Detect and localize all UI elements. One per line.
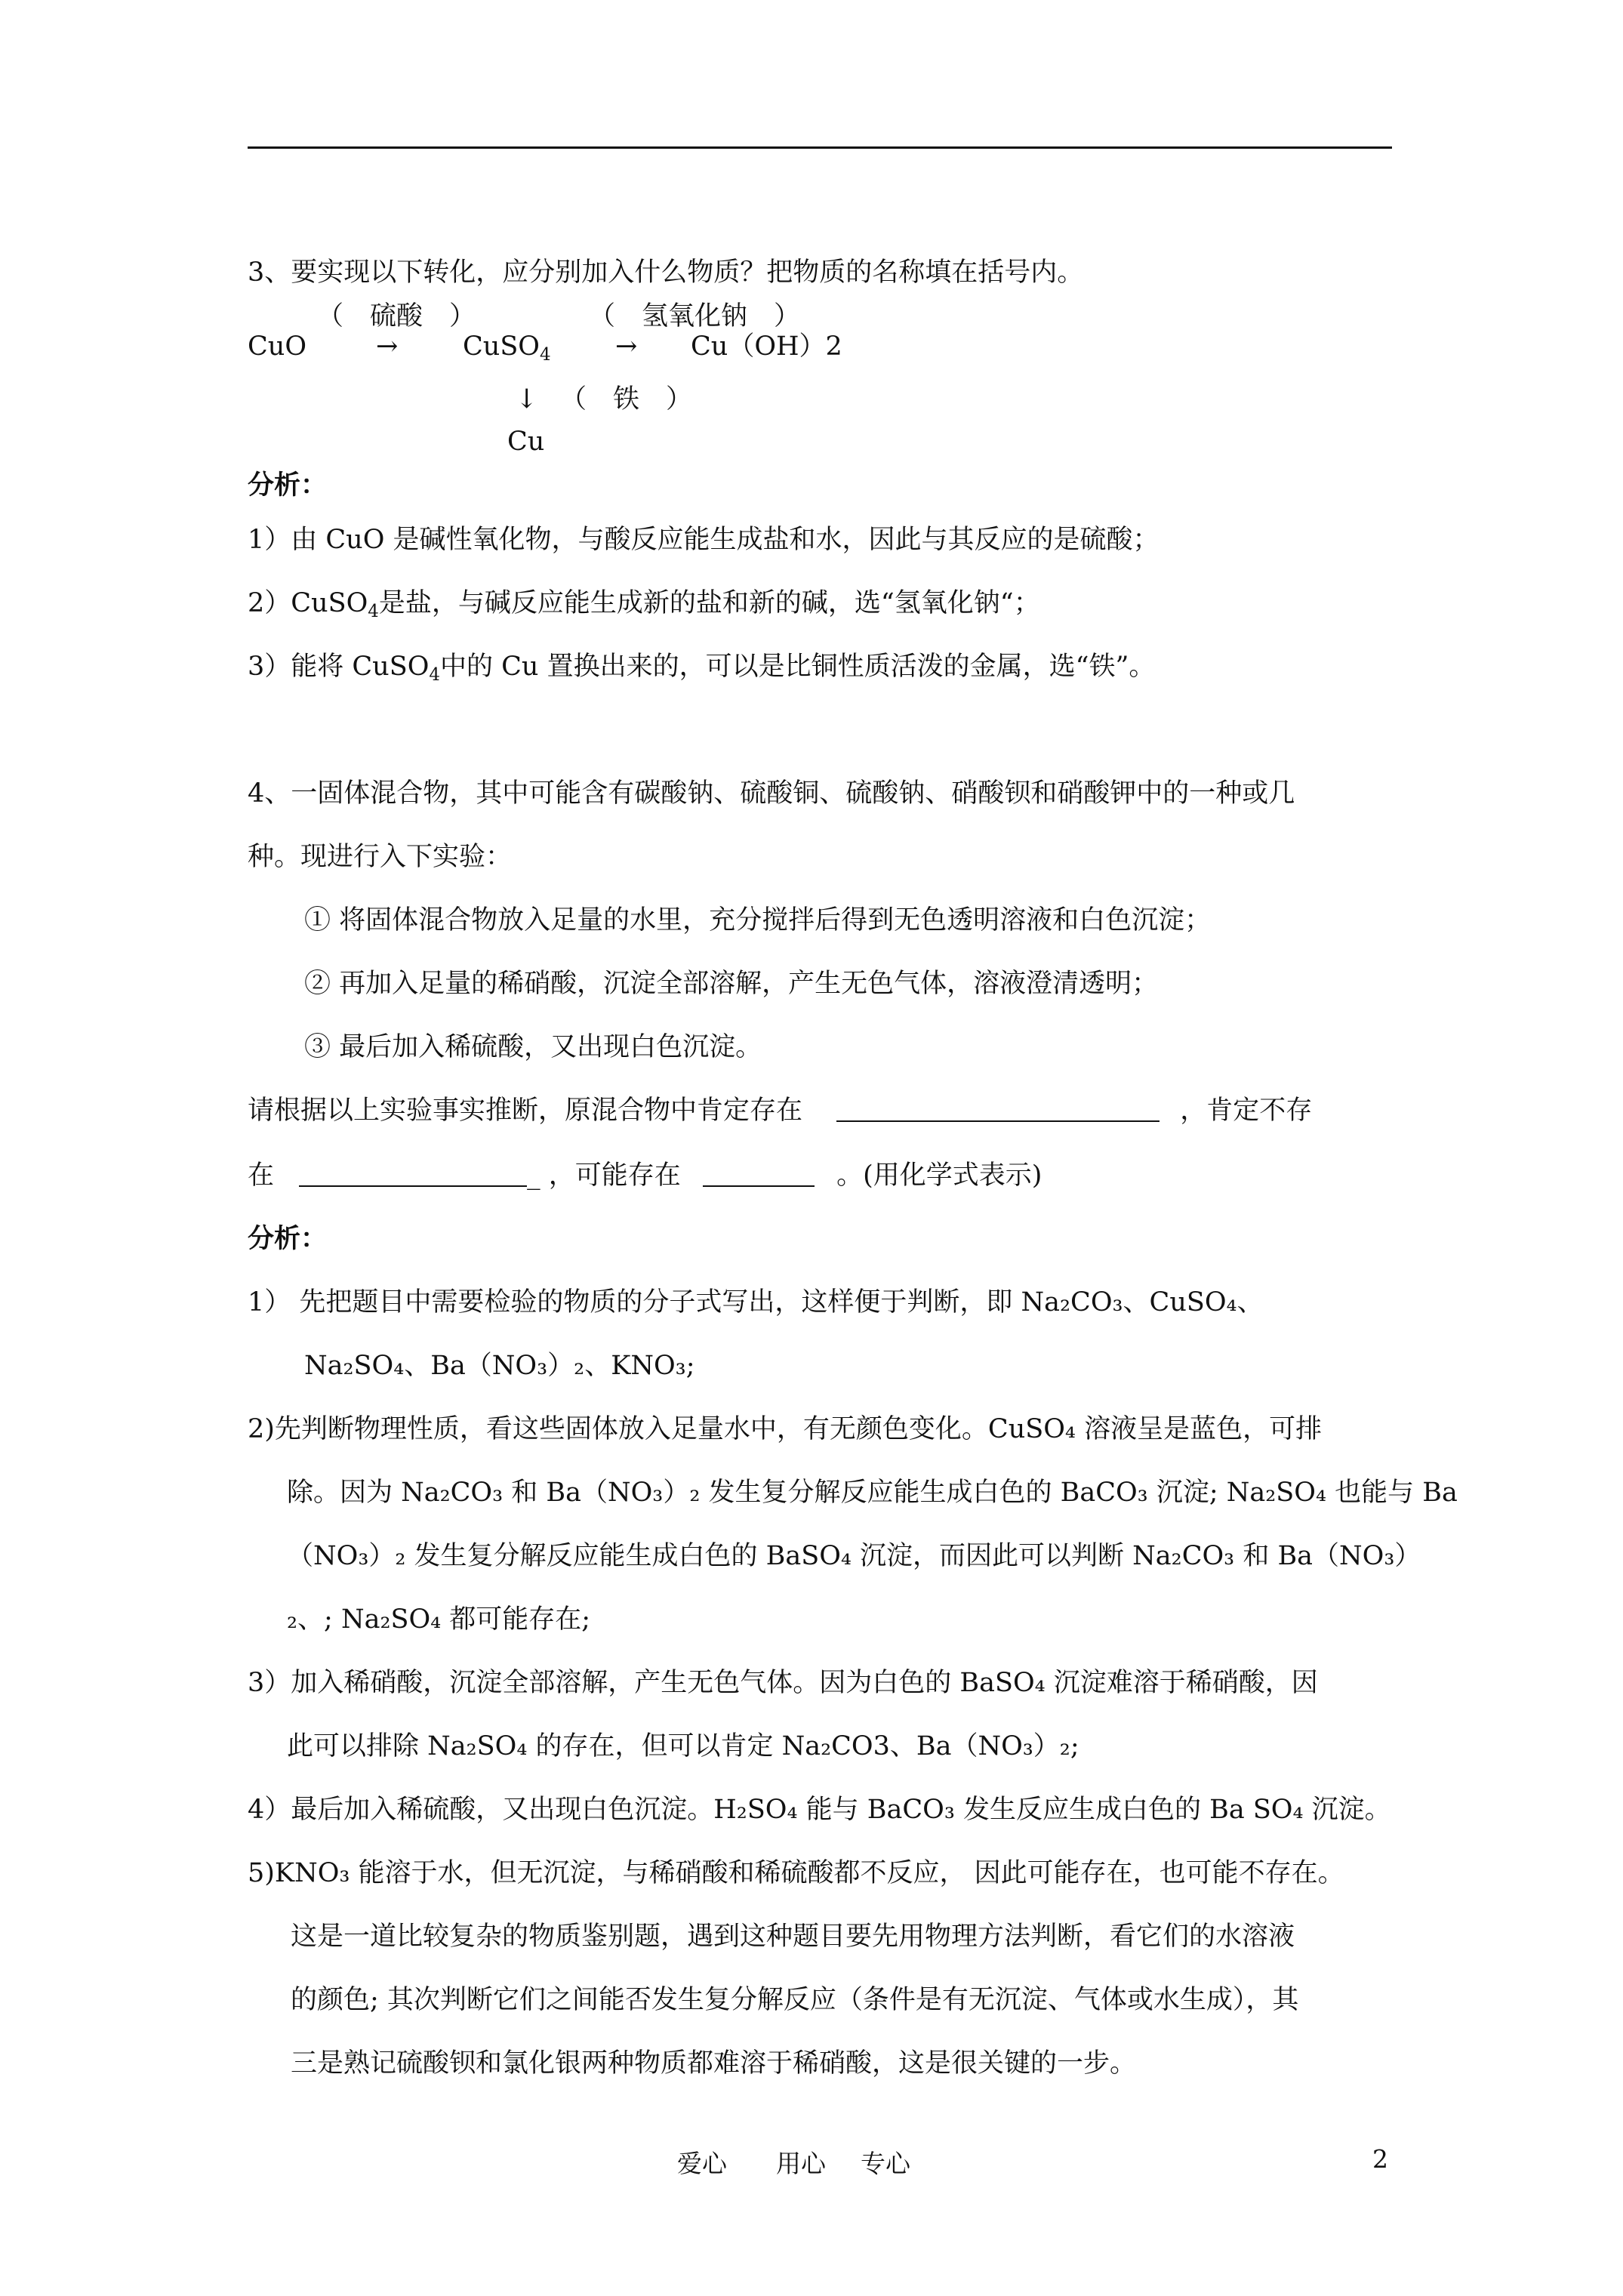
q4-ask-line2: 在 _ ，可能存在 。(用化学式表示) — [248, 1160, 1042, 1191]
q4-analysis-1-line2: Na₂SO₄、Ba（NO₃）₂、KNO₃; — [304, 1351, 695, 1381]
q3-analysis-2: 2）CuSO$_4$是盐，与碱反应能生成新的盐和新的碱，选“氢氧化钠“； — [248, 588, 1040, 621]
formula-cuo: CuO — [248, 331, 307, 362]
q4-analysis-5-line1: 5)KNO₃ 能溶于水，但无沉淀，与稀硝酸和稀硫酸都不反应， 因此可能存在，也可能不存在。 — [248, 1858, 1344, 1888]
q4-ask-line1: 请根据以上实验事实推断，原混合物中肯定存在 ，肯定不存 — [248, 1096, 1313, 1126]
footer-word-1: 爱心 — [677, 2149, 727, 2178]
q4-analysis-2-line2: 除。因为 Na₂CO₃ 和 Ba（NO₃）₂ 发生复分解反应能生成白色的 BaCO₃ 沉淀; Na₂SO₄ 也能与 Ba — [287, 1478, 1458, 1508]
q4-step-3: ③ 最后加入稀硫酸，又出现白色沉淀。 — [304, 1032, 762, 1062]
formula-cu: Cu — [507, 427, 545, 457]
q4-step-2: ② 再加入足量的稀硝酸，沉淀全部溶解，产生无色气体，溶液澄清透明； — [304, 969, 1159, 999]
answer-blank-absent[interactable] — [299, 1160, 527, 1187]
answer-blank-possible[interactable] — [703, 1160, 815, 1187]
arrow-right-1: → — [376, 331, 399, 362]
q4-step-1: ① 将固体混合物放入足量的水里，充分搅拌后得到无色透明溶液和白色沉淀； — [304, 905, 1212, 935]
q3-reagent-3: （ 铁 ） — [560, 384, 693, 415]
footer-word-3: 专心 — [861, 2149, 910, 2178]
q4-analysis-3-line1: 3）加入稀硝酸，沉淀全部溶解，产生无色气体。因为白色的 BaSO₄ 沉淀难溶于稀硝酸，因 — [248, 1668, 1318, 1698]
q4-analysis-5-line4: 三是熟记硫酸钡和氯化银两种物质都难溶于稀硝酸，这是很关键的一步。 — [291, 2048, 1137, 2079]
q3-reagent-2: （ 氢氧化钠 ） — [589, 301, 801, 331]
arrow-right-2: → — [615, 331, 638, 362]
formula-cuoh2: Cu（OH）2 — [691, 331, 842, 362]
q4-analysis-2-line1: 2)先判断物理性质，看这些固体放入足量水中，有无颜色变化。CuSO₄ 溶液呈是蓝色，可排 — [248, 1414, 1323, 1444]
footer-word-2: 用心 — [776, 2149, 826, 2178]
q3-analysis-3: 3）能将 CuSO$_4$中的 Cu 置换出来的，可以是比铜性质活泼的金属，选“铁”。 — [248, 652, 1156, 685]
q4-analysis-5-line3: 的颜色; 其次判断它们之间能否发生复分解反应（条件是有无沉淀、气体或水生成），其 — [291, 1985, 1299, 2015]
answer-blank-definite[interactable] — [836, 1095, 1160, 1122]
q4-question-line1: 4、一固体混合物，其中可能含有碳酸钠、硫酸铜、硫酸钠、硝酸钡和硝酸钾中的一种或几 — [248, 778, 1295, 809]
header-rule — [248, 146, 1392, 149]
q4-question-line2: 种。现进行入下实验： — [248, 842, 513, 872]
q3-analysis-1: 1）由 CuO 是碱性氧化物，与酸反应能生成盐和水，因此与其反应的是硫酸； — [248, 525, 1160, 555]
arrow-down: ↓ — [516, 384, 538, 415]
q4-analysis-1-line1: 1） 先把题目中需要检验的物质的分子式写出，这样便于判断，即 Na₂CO₃、CuSO₄、 — [248, 1287, 1264, 1318]
q3-question: 3、要实现以下转化，应分别加入什么物质？把物质的名称填在括号内。 — [248, 257, 1084, 288]
q4-analysis-2-line3: （NO₃）₂ 发生复分解反应能生成白色的 BaSO₄ 沉淀，而因此可以判断 Na₂CO₃ 和 Ba（NO₃） — [287, 1541, 1421, 1571]
q4-analysis-heading: 分析： — [248, 1223, 328, 1254]
q4-analysis-4: 4）最后加入稀硫酸，又出现白色沉淀。H₂SO₄ 能与 BaCO₃ 发生反应生成白色的 Ba SO₄ 沉淀。 — [248, 1795, 1391, 1825]
q4-analysis-3-line2: 此可以排除 Na₂SO₄ 的存在，但可以肯定 Na₂CO3、Ba（NO₃）₂; — [287, 1731, 1079, 1761]
page-number: 2 — [1372, 2144, 1388, 2174]
q3-reagent-1: （ 硫酸 ） — [317, 301, 476, 331]
q3-analysis-heading: 分析： — [248, 470, 328, 501]
q4-analysis-5-line2: 这是一道比较复杂的物质鉴别题，遇到这种题目要先用物理方法判断，看它们的水溶液 — [291, 1922, 1295, 1952]
formula-cuso4: CuSO$_4$ — [463, 331, 551, 365]
q4-analysis-2-line4: ₂、; Na₂SO₄ 都可能存在; — [287, 1604, 591, 1635]
